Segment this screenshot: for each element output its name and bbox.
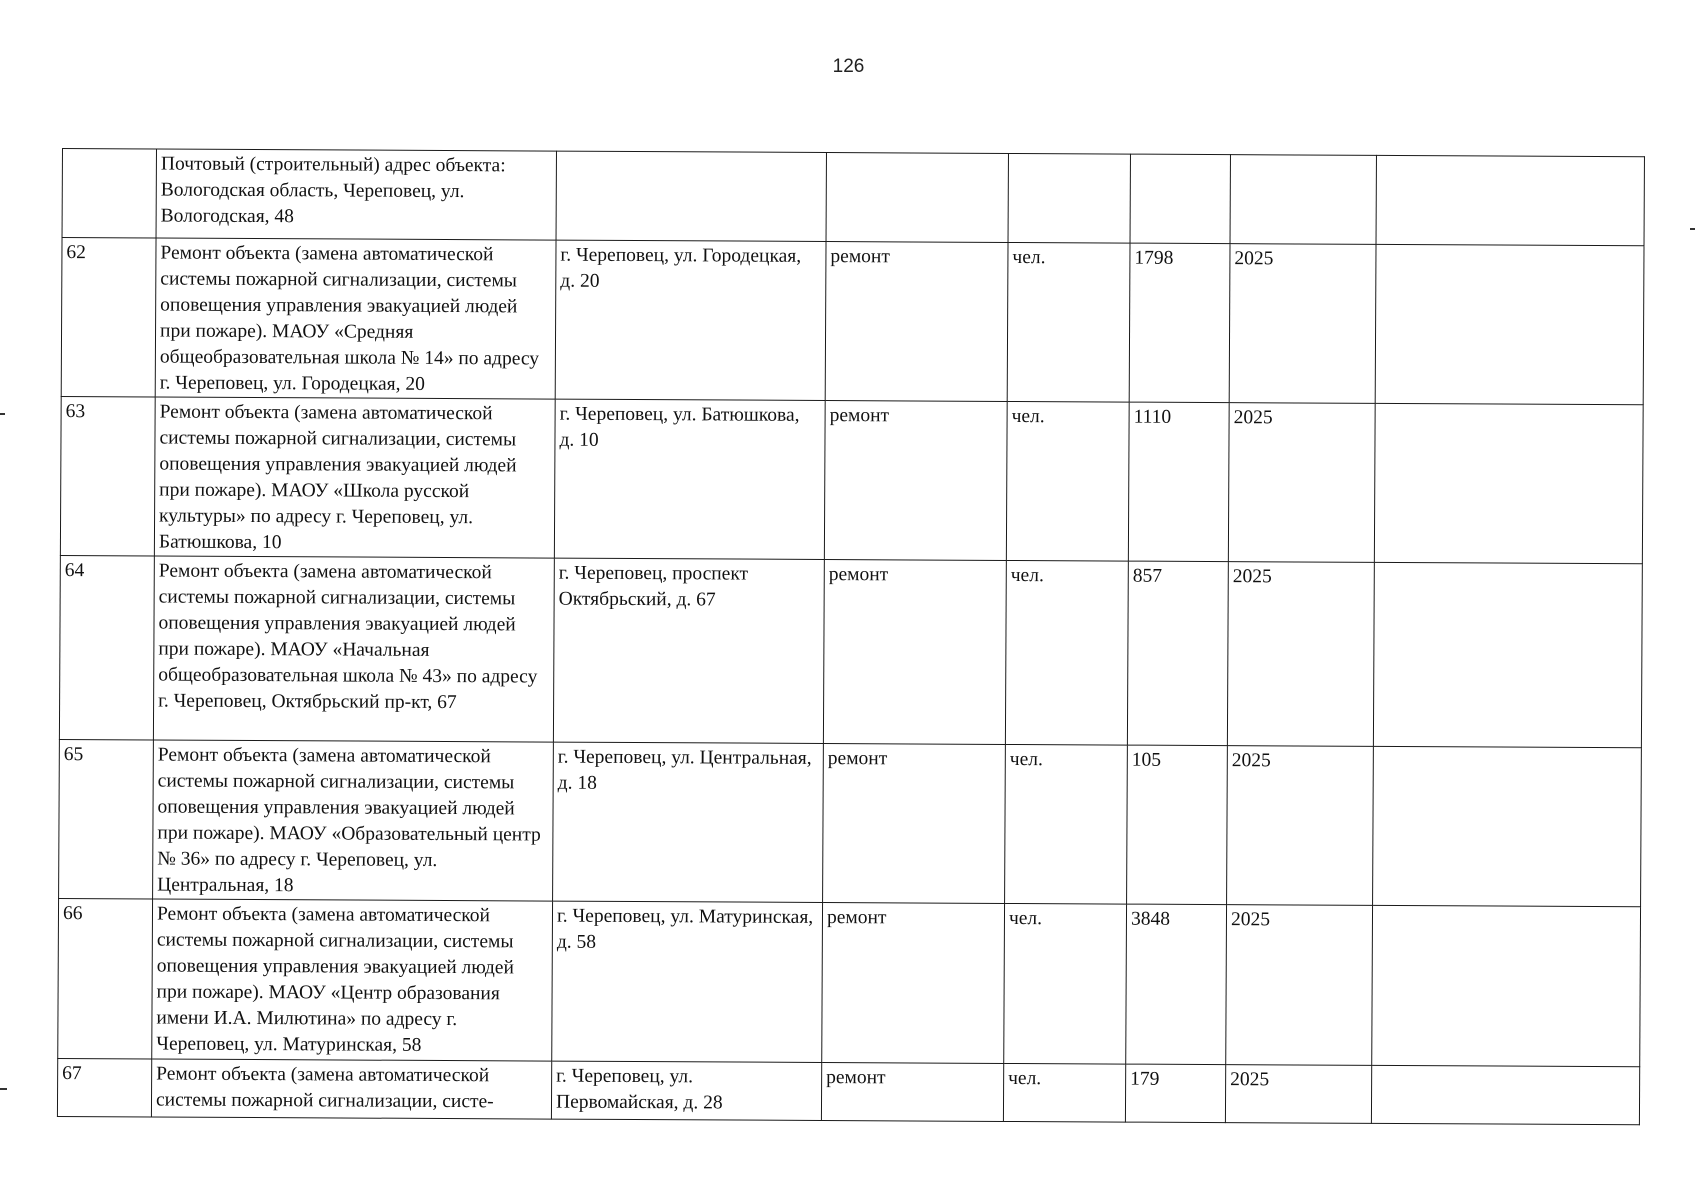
description-cell: Ремонт объекта (замена автоматической системы пожарной сигнализации, системы оповещения управления эвакуацией людей при пожаре). МАОУ «Образовательный центр № 36» по адресу г. Череповец, ул. Центральная, 18 xyxy=(153,740,554,901)
objects-table xyxy=(57,148,1645,1125)
quantity-cell: 857 xyxy=(1127,561,1228,746)
year-cell: 2025 xyxy=(1229,244,1376,404)
description-cell: Ремонт объекта (замена автоматической системы пожарной сигнализации, системы оповещения управления эвакуацией людей при пожаре). МАОУ «Средняя общеобразовательная школа № 14» по адресу г. Череповец, ул. Городецкая, 20 xyxy=(155,238,556,399)
row-number-cell xyxy=(62,149,156,238)
note-cell xyxy=(1376,155,1644,245)
scan-mark-right xyxy=(1690,228,1695,230)
row-number-cell: 65 xyxy=(59,739,154,898)
quantity-cell: 1798 xyxy=(1129,243,1230,403)
unit-cell: чел. xyxy=(1006,401,1129,561)
work-type-cell: ремонт xyxy=(825,242,1008,402)
description-cell: Ремонт объекта (замена автоматической системы пожарной сигнализации, системы оповещения управления эвакуацией людей при пожаре). МАОУ «Центр образования имени И.А. Милютина» по адресу г. Череповец, ул. Матуринская, 58 xyxy=(152,899,553,1061)
year-cell: 2025 xyxy=(1226,905,1373,1066)
year-cell: 2025 xyxy=(1227,562,1374,747)
scan-mark-left-bottom xyxy=(0,1088,7,1090)
note-cell xyxy=(1373,562,1642,747)
year-cell: 2025 xyxy=(1227,746,1374,906)
scan-mark-left-top xyxy=(0,413,5,415)
address-cell: г. Череповец, ул. Первомайская, д. 28 xyxy=(551,1061,821,1120)
unit-cell: чел. xyxy=(1007,242,1130,402)
address-cell: г. Череповец, ул. Городецкая, д. 20 xyxy=(555,240,826,400)
unit-cell: чел. xyxy=(1005,744,1128,904)
quantity-cell: 105 xyxy=(1127,745,1228,905)
table-row xyxy=(59,739,1642,906)
table-row xyxy=(60,396,1643,563)
table-row xyxy=(61,238,1644,405)
quantity-cell: 3848 xyxy=(1126,904,1227,1065)
year-cell xyxy=(1230,155,1376,245)
description-cell: Ремонт объекта (замена автоматической системы пожарной сигнализации, системы оповещения управления эвакуацией людей при пожаре). МАОУ «Начальная общеобразовательная школа № 43» по адресу г. Череповец, Октябрьский пр-кт, 67 xyxy=(153,556,554,742)
row-number-cell: 62 xyxy=(61,238,156,397)
year-cell: 2025 xyxy=(1225,1065,1371,1124)
description-cell: Ремонт объекта (замена автоматической системы пожарной сигнализации, систе- xyxy=(151,1059,551,1119)
address-cell: г. Череповец, ул. Центральная, д. 18 xyxy=(553,742,824,902)
address-cell: г. Череповец, ул. Матуринская, д. 58 xyxy=(552,901,823,1062)
note-cell xyxy=(1372,905,1641,1066)
table-row xyxy=(59,555,1642,747)
table-row xyxy=(58,898,1641,1066)
description-cell: Ремонт объекта (замена автоматической системы пожарной сигнализации, системы оповещения управления эвакуацией людей при пожаре). МАОУ «Школа русской культуры» по адресу г. Череповец, ул. Батюшкова, 10 xyxy=(154,397,555,558)
work-type-cell: ремонт xyxy=(822,902,1005,1063)
note-cell xyxy=(1373,746,1642,906)
description-cell: Почтовый (строительный) адрес объекта: Вологодская область, Череповец, ул. Вологодская, 48 xyxy=(156,149,556,240)
row-number-cell: 63 xyxy=(60,396,155,555)
address-cell xyxy=(556,151,826,241)
row-number-cell: 64 xyxy=(59,555,154,739)
quantity-cell: 179 xyxy=(1125,1064,1225,1123)
note-cell xyxy=(1371,1065,1639,1124)
row-number-cell: 66 xyxy=(58,898,153,1058)
quantity-cell xyxy=(1130,154,1230,244)
work-type-cell xyxy=(826,153,1008,243)
work-type-cell: ремонт xyxy=(823,743,1006,903)
work-type-cell: ремонт xyxy=(821,1062,1003,1121)
work-type-cell: ремонт xyxy=(823,559,1006,744)
note-cell xyxy=(1374,403,1643,563)
year-cell: 2025 xyxy=(1228,403,1375,563)
note-cell xyxy=(1375,244,1644,404)
table-row xyxy=(62,149,1644,246)
unit-cell: чел. xyxy=(1004,903,1127,1064)
table-row xyxy=(57,1058,1639,1124)
row-number-cell: 67 xyxy=(57,1058,151,1116)
address-cell: г. Череповец, ул. Батюшкова, д. 10 xyxy=(554,399,825,559)
quantity-cell: 1110 xyxy=(1128,402,1229,562)
address-cell: г. Череповец, проспект Октябрьский, д. 67 xyxy=(553,558,824,743)
unit-cell: чел. xyxy=(1003,1063,1125,1122)
page-number: 126 xyxy=(832,56,865,77)
unit-cell xyxy=(1008,153,1130,243)
unit-cell: чел. xyxy=(1005,560,1128,745)
work-type-cell: ремонт xyxy=(824,400,1007,560)
